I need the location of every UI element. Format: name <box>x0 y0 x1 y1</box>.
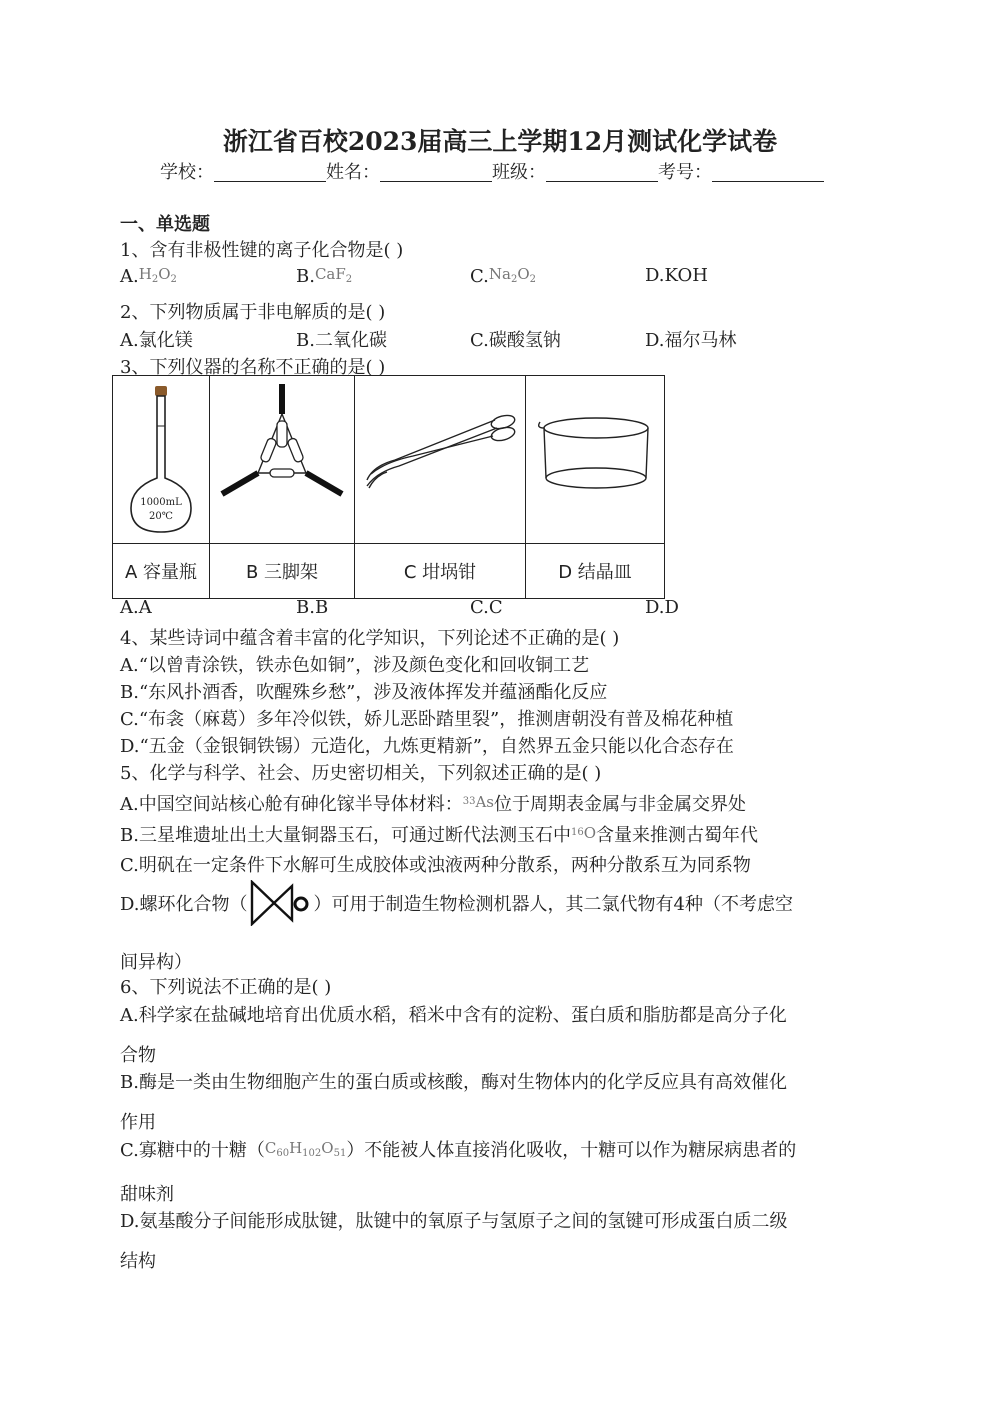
student-info-line <box>160 158 824 184</box>
oxygen-mass-number: 16 <box>570 827 584 838</box>
crucible-tongs-icon <box>355 376 525 539</box>
q6-option-c-continued: 甜味剂 <box>120 1184 174 1205</box>
name-label: 姓名： <box>326 162 380 183</box>
crystallizing-dish-icon <box>526 376 664 539</box>
volumetric-flask-figure <box>113 376 210 544</box>
q6-option-a-continued: 合物 <box>120 1045 156 1066</box>
q3-option-b: B.B <box>296 597 329 618</box>
as-symbol: As <box>475 793 494 811</box>
oxygen-symbol: O <box>583 824 596 842</box>
spiro-compound-structure-icon <box>248 880 314 926</box>
q2-option-d: D.福尔马林 <box>645 330 737 351</box>
class-blank[interactable] <box>546 163 658 182</box>
tripod-figure <box>210 376 355 544</box>
label-c: C 坩埚钳 <box>355 544 526 599</box>
q6-stem: 6、下列说法不正确的是( ) <box>120 977 332 998</box>
flask-volume-text: 1000mL <box>140 497 182 508</box>
q6-option-d-continued: 结构 <box>120 1251 156 1272</box>
q1-c-formula: $Na_2O_2$ <box>488 265 536 285</box>
label-d: D 结晶皿 <box>526 544 665 599</box>
q1-b-formula: CaF$_2$ <box>314 265 353 285</box>
q4-option-b: B.“东风扑酒香，吹醒殊乡愁”，涉及液体挥发并蕴涵酯化反应 <box>120 682 608 703</box>
school-blank[interactable] <box>214 163 326 182</box>
q2-option-c: C.碳酸氢钠 <box>470 330 561 351</box>
q4-option-c: C.“布衾（麻葛）多年冷似铁，娇儿恶卧踏里裂”，推测唐朝没有普及棉花种植 <box>120 709 734 730</box>
q4-option-d: D.“五金（金银铜铁锡）元造化，九炼更精新”，自然界五金只能以化合态存在 <box>120 736 734 757</box>
crystallizing-dish-figure <box>526 376 665 544</box>
q5-option-c: C.明矾在一定条件下水解可生成胶体或浊液两种分散系，两种分散系互为同系物 <box>120 855 751 876</box>
q1-stem: 1、含有非极性键的离子化合物是( ) <box>120 240 404 261</box>
q5-option-d: D.螺环化合物（ ）可用于制造生物检测机器人，其二氯代物有4种（不考虑空 <box>120 880 793 926</box>
q6-option-d: D.氨基酸分子间能形成肽键，肽键中的氧原子与氢原子之间的氢键可形成蛋白质二级 <box>120 1211 788 1232</box>
q6-option-b: B.酶是一类由生物细胞产生的蛋白质或核酸，酶对生物体内的化学反应具有高效催化 <box>120 1072 787 1093</box>
q4-stem: 4、某些诗词中蕴含着丰富的化学知识，下列论述不正确的是( ) <box>120 628 620 649</box>
q5-option-a: A.中国空间站核心舱有砷化镓半导体材料：$^{33}$As位于周期表金属与非金属交界处 <box>120 793 746 815</box>
number-label: 考号： <box>658 162 712 183</box>
q1-option-a: $A.H_2O_2$ <box>120 265 177 287</box>
q3-option-a: A.A <box>120 597 152 618</box>
q2-option-a: A.氯化镁 <box>120 330 193 351</box>
section-heading: 一、单选题 <box>120 214 210 235</box>
q6-option-b-continued: 作用 <box>120 1112 156 1133</box>
q5-stem: 5、化学与科学、社会、历史密切相关，下列叙述正确的是( ) <box>120 763 602 784</box>
q3-instrument-table <box>112 375 665 599</box>
q1-option-b: B.CaF$_2$ <box>296 265 353 287</box>
q5-option-b: B.三星堆遗址出土大量铜器玉石，可通过断代法测玉石中$^{16}$O含量来推测古蜀年代 <box>120 824 758 846</box>
q1-option-c: $C.Na_2O_2$ <box>470 265 536 287</box>
label-a: A 容量瓶 <box>113 544 210 599</box>
q3-option-d: D.D <box>645 597 679 618</box>
name-blank[interactable] <box>380 163 492 182</box>
q4-option-a: A.“以曾青涂铁，铁赤色如铜”，涉及颜色变化和回收铜工艺 <box>120 655 590 676</box>
pipeclay-triangle-icon <box>210 376 354 539</box>
label-b: B 三脚架 <box>210 544 355 599</box>
page-title: 浙江省百校2023届高三上学期12月测试化学试卷 <box>222 127 778 156</box>
q2-option-b: B.二氧化碳 <box>296 330 387 351</box>
q1-option-d: D.KOH <box>645 265 708 286</box>
q3-option-c: C.C <box>470 597 503 618</box>
volumetric-flask-icon <box>113 376 209 539</box>
number-blank[interactable] <box>712 163 824 182</box>
q6-option-c: C.寡糖中的十糖$(C_{60}H_{102}O_{51})$不能被人体直接消化吸收，十糖可以作为糖尿病患者的 <box>120 1139 797 1161</box>
flask-temp-text: 20℃ <box>149 511 173 522</box>
q6-option-a: A.科学家在盐碱地培育出优质水稻，稻米中含有的淀粉、蛋白质和脂肪都是高分子化 <box>120 1005 787 1026</box>
as-atomic-number: 33 <box>462 796 476 807</box>
crucible-tongs-figure <box>355 376 526 544</box>
class-label: 班级： <box>492 162 546 183</box>
school-label: 学校： <box>160 162 214 183</box>
q1-a-formula: $H_2O_2$ <box>138 265 177 285</box>
q5-option-d-continued: 间异构） <box>120 952 192 973</box>
decasaccharide-formula: $C_{60}H_{102}O_{51}$ <box>264 1139 347 1159</box>
q3-stem: 3、下列仪器的名称不正确的是( ) <box>120 357 386 378</box>
q2-stem: 2、下列物质属于非电解质的是( ) <box>120 302 386 323</box>
